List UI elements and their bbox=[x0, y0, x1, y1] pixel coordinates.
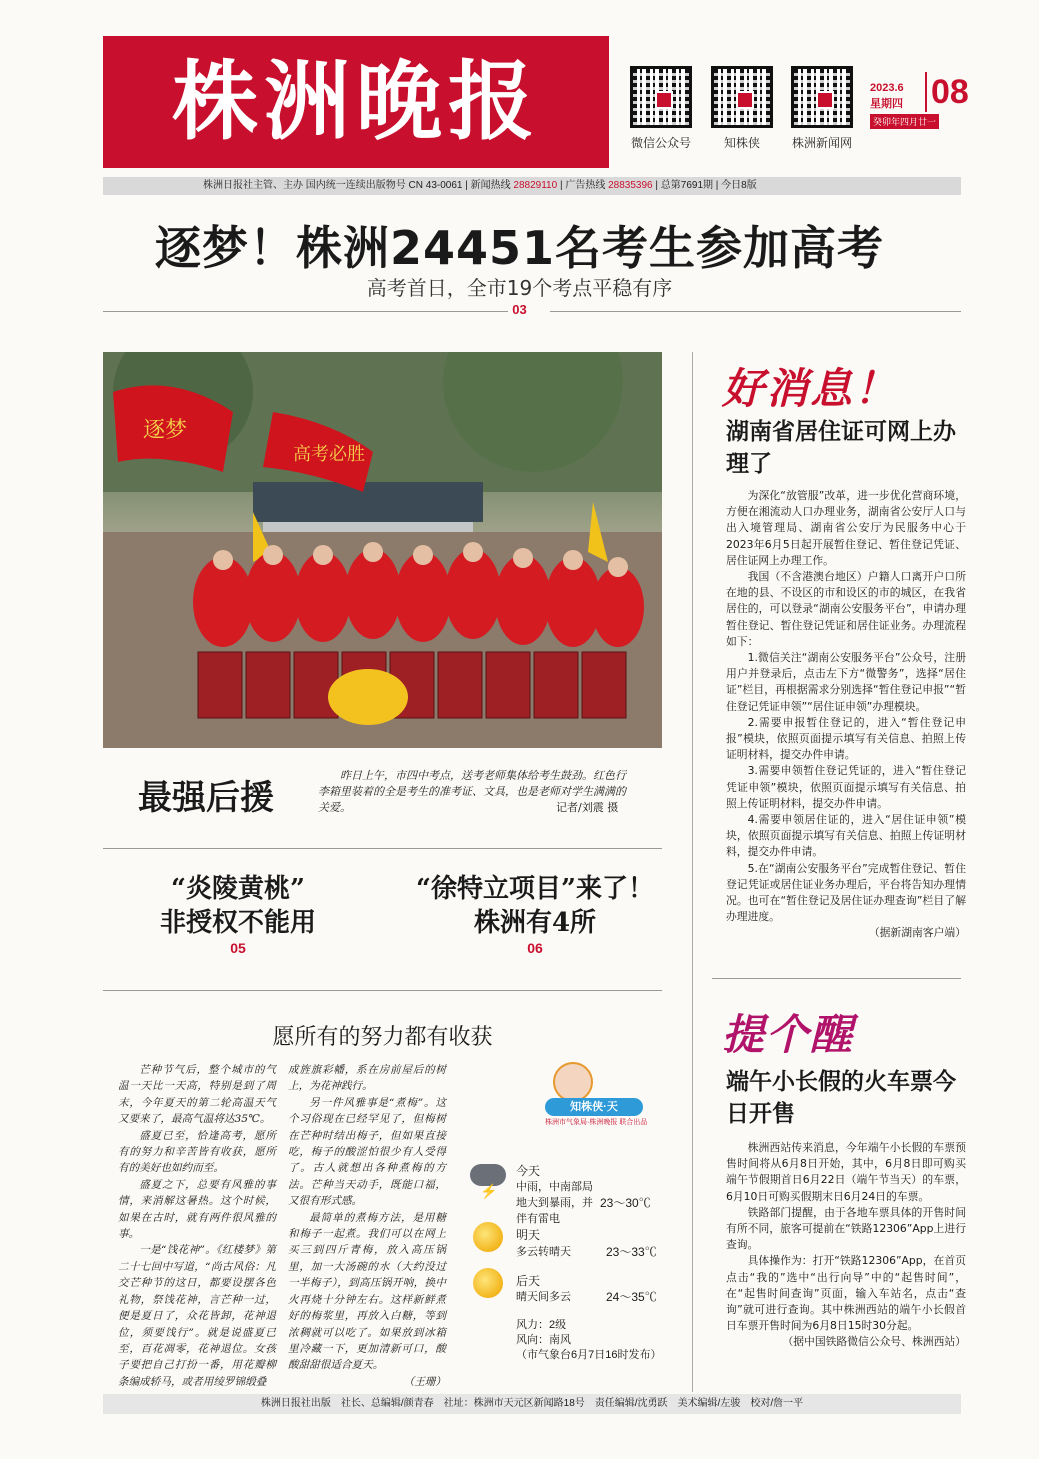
train-ticket-body bbox=[726, 1140, 966, 1351]
publisher-info: 株洲日报社主管、主办 国内统一连续出版物号 CN 43-0061 bbox=[203, 180, 463, 191]
qr-label-wechat: 微信公众号 bbox=[630, 136, 691, 150]
weather-day: 后天 bbox=[516, 1274, 541, 1288]
flag-text: 逐梦 bbox=[143, 418, 188, 443]
teaser-title-line2: 株洲有4所 bbox=[473, 908, 597, 938]
qr-label-zhizhuxia: 知株侠 bbox=[723, 136, 760, 150]
qr-code-icon bbox=[630, 66, 692, 128]
badge-sub: 株洲市气象局·株洲晚报 联合出品 bbox=[545, 1119, 648, 1126]
teaser-title-line1: “徐特立项目”来了！ bbox=[416, 874, 654, 904]
weather-desc: 晴天间多云 bbox=[516, 1290, 571, 1303]
article-paragraph: 为深化“放管服”改革，进一步优化营商环境，方便在湘流动人口办理业务，湖南省公安厅人口与出入境管理局、湖南省公安厅为民服务中心于2023年6月5日起开展暂住登记、暂住登记凭证、居住证网上办理工作。 bbox=[726, 489, 966, 567]
divider bbox=[550, 311, 961, 312]
issue-date bbox=[870, 80, 904, 112]
weather-day: 明天 bbox=[516, 1228, 541, 1242]
lunar-date: 癸卯年四月廿一 bbox=[870, 114, 939, 129]
teaser-title-line2: 非授权不能用 bbox=[159, 908, 316, 938]
weather-temp: 24～35℃ bbox=[606, 1290, 657, 1304]
hotline-number: 28829110 bbox=[513, 180, 558, 191]
sunny-icon bbox=[473, 1222, 503, 1252]
divider bbox=[712, 978, 961, 979]
ad-label: 广告热线 bbox=[565, 180, 606, 191]
weekday: 星期四 bbox=[870, 98, 903, 110]
article-paragraph: 我国（不含港澳台地区）户籍人口离开户口所在地的县、不设区的市和设区的市的城区，在我省居住的，可以登录“湖南公安服务平台”，申请办理暂住登记、暂住登记凭证和居住证业务。办理流程如下： bbox=[726, 570, 966, 648]
hotline-label: 新闻热线 bbox=[470, 180, 511, 191]
weather-badge bbox=[545, 1062, 648, 1126]
article-paragraph: 5.在“湖南公安服务平台”完成暂住登记、暂住登记凭证或居住证业务办理后，平台将告知办理情况。也可在“暂住登记及居住证办理查询”栏目了解办理进度。 bbox=[726, 861, 966, 924]
train-ticket-title: 端午小长假的火车票今日开售 bbox=[726, 1068, 956, 1127]
article-source: （据新湖南客户端） bbox=[868, 926, 966, 940]
page-count: 今日8版 bbox=[721, 180, 757, 191]
wind-info bbox=[516, 1318, 662, 1363]
article-paragraph: 3.需要申领暂住登记凭证的，进入“暂住登记凭证申领”模块，依照页面提示填写有关信息、拍照上传证明材料，提交办件申请。 bbox=[726, 764, 966, 810]
weather-day: 今天 bbox=[516, 1164, 541, 1178]
info-bar: 株洲日报社主管、主办 国内统一连续出版物号 CN 43-0061 | 新闻热线 28829110 | 广告热线 28835396 | 总第7691期 | 今日8版 bbox=[103, 177, 961, 195]
essay-paragraph: 盛夏之下，总要有风雅的事情，来消解这暑热。这个时候，如果在古时，就有两件很风雅的事。 bbox=[118, 1178, 276, 1241]
news-photo bbox=[103, 352, 662, 748]
divider bbox=[103, 848, 662, 849]
column-divider bbox=[692, 352, 693, 1392]
date: 2023.6 bbox=[870, 82, 904, 94]
photo-illustration bbox=[103, 352, 662, 748]
essay-column-2 bbox=[288, 1062, 446, 1390]
article-paragraph: 2.需要申报暂住登记的，进入“暂住登记申报”模块，依照页面提示填写有关信息、拍照上传证明材料，提交办件申请。 bbox=[726, 715, 966, 762]
qr-label-news-site: 株洲新闻网 bbox=[791, 136, 852, 150]
weather-desc: 中雨，中南部局地大到暴雨，并伴有雷电 bbox=[516, 1180, 593, 1225]
residence-permit-title: 湖南省居住证可网上办理了 bbox=[726, 418, 956, 477]
article-source: （据中国铁路微信公众号、株洲西站） bbox=[782, 1335, 966, 1349]
qr-code-icon bbox=[711, 66, 773, 128]
article-paragraph: 铁路部门提醒，由于各地车票具体的开售时间有所不同，旅客可提前在“铁路12306”App上进行查询。 bbox=[726, 1205, 966, 1252]
weather-source: （市气象台6月7日16时发布） bbox=[516, 1349, 662, 1361]
headline-page-ref: 03 bbox=[512, 302, 527, 317]
essay-author: （王珊） bbox=[403, 1375, 446, 1388]
good-news-banner: 好消息！ bbox=[722, 364, 899, 413]
photo-caption-title: 最强后援 bbox=[138, 778, 274, 818]
article-paragraph: 1.微信关注“湖南公安服务平台”公众号，注册用户并登录后，点击左下方“微警务”，选择“居住证”栏目，再根据需求分别选择“暂住登记申报”“暂住登记凭证申领”“居住证申领”办理模块。 bbox=[726, 651, 966, 713]
essay-paragraph: 最简单的煮梅方法，是用糖和梅子一起煮。我们可以在网上买三到四斤青梅，放入高压锅里，加一大汤碗的水（大约没过一半梅子），到高压锅开响，换中火再烧十分钟左右。这样新鲜煮好的梅浆里，再放入白糖，等到浓稠就可以吃了。如果放到冰箱里冷藏一下，更加清新可口，酸酸甜甜很适合夏天。 bbox=[288, 1211, 446, 1372]
thunder-rain-icon: ⚡ bbox=[470, 1164, 506, 1186]
main-subheadline: 高考首日，全市19个考点平稳有序 bbox=[366, 276, 673, 300]
wind-force: 风力：2级 bbox=[516, 1319, 567, 1331]
essay-paragraph: 成旌旗彩幡，系在房前屋后的树上，为花神践行。 bbox=[288, 1064, 446, 1093]
photo-caption-text: 昨日上午，市四中考点，送考老师集体给考生鼓劲。红色行李箱里装着的全是考生的准考证、文具，也是老师对学生满满的关爱。 bbox=[318, 769, 626, 814]
essay-paragraph: 盛夏已至，恰逢高考，愿所有的努力和辛苦皆有收获，愿所有的美好也如约而至。 bbox=[118, 1129, 276, 1175]
photo-credit: 记者/刘震 摄 bbox=[556, 801, 619, 814]
essay-column-1 bbox=[118, 1062, 276, 1390]
divider bbox=[103, 990, 662, 991]
qr-code-icon bbox=[791, 66, 853, 128]
weather-temp: 23～33℃ bbox=[606, 1245, 657, 1259]
article-paragraph: 株洲西站传来消息，今年端午小长假的车票预售时间将从6月8日开始，其中，6月8日即可购买端午节假期首日6月22日（端午节当天）的车票，6月10日可购买假期末日6月24日的车票。 bbox=[726, 1141, 966, 1203]
masthead-banner bbox=[103, 36, 609, 168]
teaser-title-line1: “炎陵黄桃” bbox=[171, 874, 305, 904]
teaser-peach[interactable] bbox=[103, 872, 373, 956]
weather-temp: 23～30℃ bbox=[600, 1196, 651, 1210]
sunny-icon bbox=[473, 1268, 503, 1298]
article-paragraph: 具体操作为：打开“铁路12306”App，在首页点击“我的”选中“出行向导”中的“起售时间”，在“起售时间查询”页面，输入车站名，点击“查询”就可进行查询。其中株洲西站的端午小长假首日车票开售时间为6月8日15时30分起。 bbox=[726, 1254, 966, 1333]
main-headline: 逐梦！株洲24451名考生参加高考 bbox=[154, 221, 885, 275]
wind-direction: 风向：南风 bbox=[516, 1334, 571, 1346]
reminder-banner: 提个醒 bbox=[722, 1010, 855, 1059]
residence-permit-body bbox=[726, 488, 966, 942]
avatar bbox=[553, 1062, 593, 1102]
teaser-xu-teli[interactable] bbox=[400, 872, 670, 956]
teaser-page-ref: 05 bbox=[230, 940, 246, 956]
essay-title: 愿所有的努力都有收获 bbox=[272, 1025, 493, 1050]
essay-paragraph: 另一件风雅事是“煮梅”。这个习俗现在已经罕见了，但梅树在芒种时结出梅子，但如果直接吃，梅子的酸涩怕很少有人受得了。古人就想出各种煮梅的方法。芒种当天动手，既能口福，又很有形式感。 bbox=[288, 1096, 446, 1208]
ad-number: 28835396 bbox=[608, 180, 653, 191]
essay-paragraph: 一是“饯花神”。《红楼梦》第二十七回中写道，“尚古风俗：凡交芒种节的这日，都要设摆各色礼物，祭饯花神，言芒种一过，便是夏日了，众花皆卸，花神退位，须要饯行”。就是说盛夏已至，百花凋零，花神退位。女孩子要把自己打扮一番，用花瓣柳条编成轿马，或者用绫罗锦缎叠 bbox=[118, 1244, 276, 1388]
teaser-page-ref: 06 bbox=[527, 940, 543, 956]
essay-paragraph: 芒种节气后，整个城市的气温一天比一天高，特别是到了周末，今年夏天的第二轮高温天气又要来了，最高气温将达35℃。 bbox=[118, 1064, 276, 1126]
newspaper-title: 株洲晚报 bbox=[172, 51, 540, 152]
footer-bar: 株洲日报社出版 社长、总编辑/颜青春 社址：株洲市天元区新闻路18号 责任编辑/沈勇跃 美术编辑/左骏 校对/詹一平 bbox=[103, 1394, 961, 1414]
badge-label: 知株侠·天 bbox=[545, 1098, 643, 1116]
page-number: 08 bbox=[925, 72, 969, 112]
article-paragraph: 4.需要申领居住证的，进入“居住证申领”模块，依照页面提示填写有关信息、拍照上传证明材料，提交办件申请。 bbox=[726, 813, 966, 859]
weather-desc: 多云转晴天 bbox=[516, 1245, 571, 1258]
flag-text: 高考必胜 bbox=[293, 444, 365, 465]
issue-number: 总第7691期 bbox=[660, 180, 714, 191]
